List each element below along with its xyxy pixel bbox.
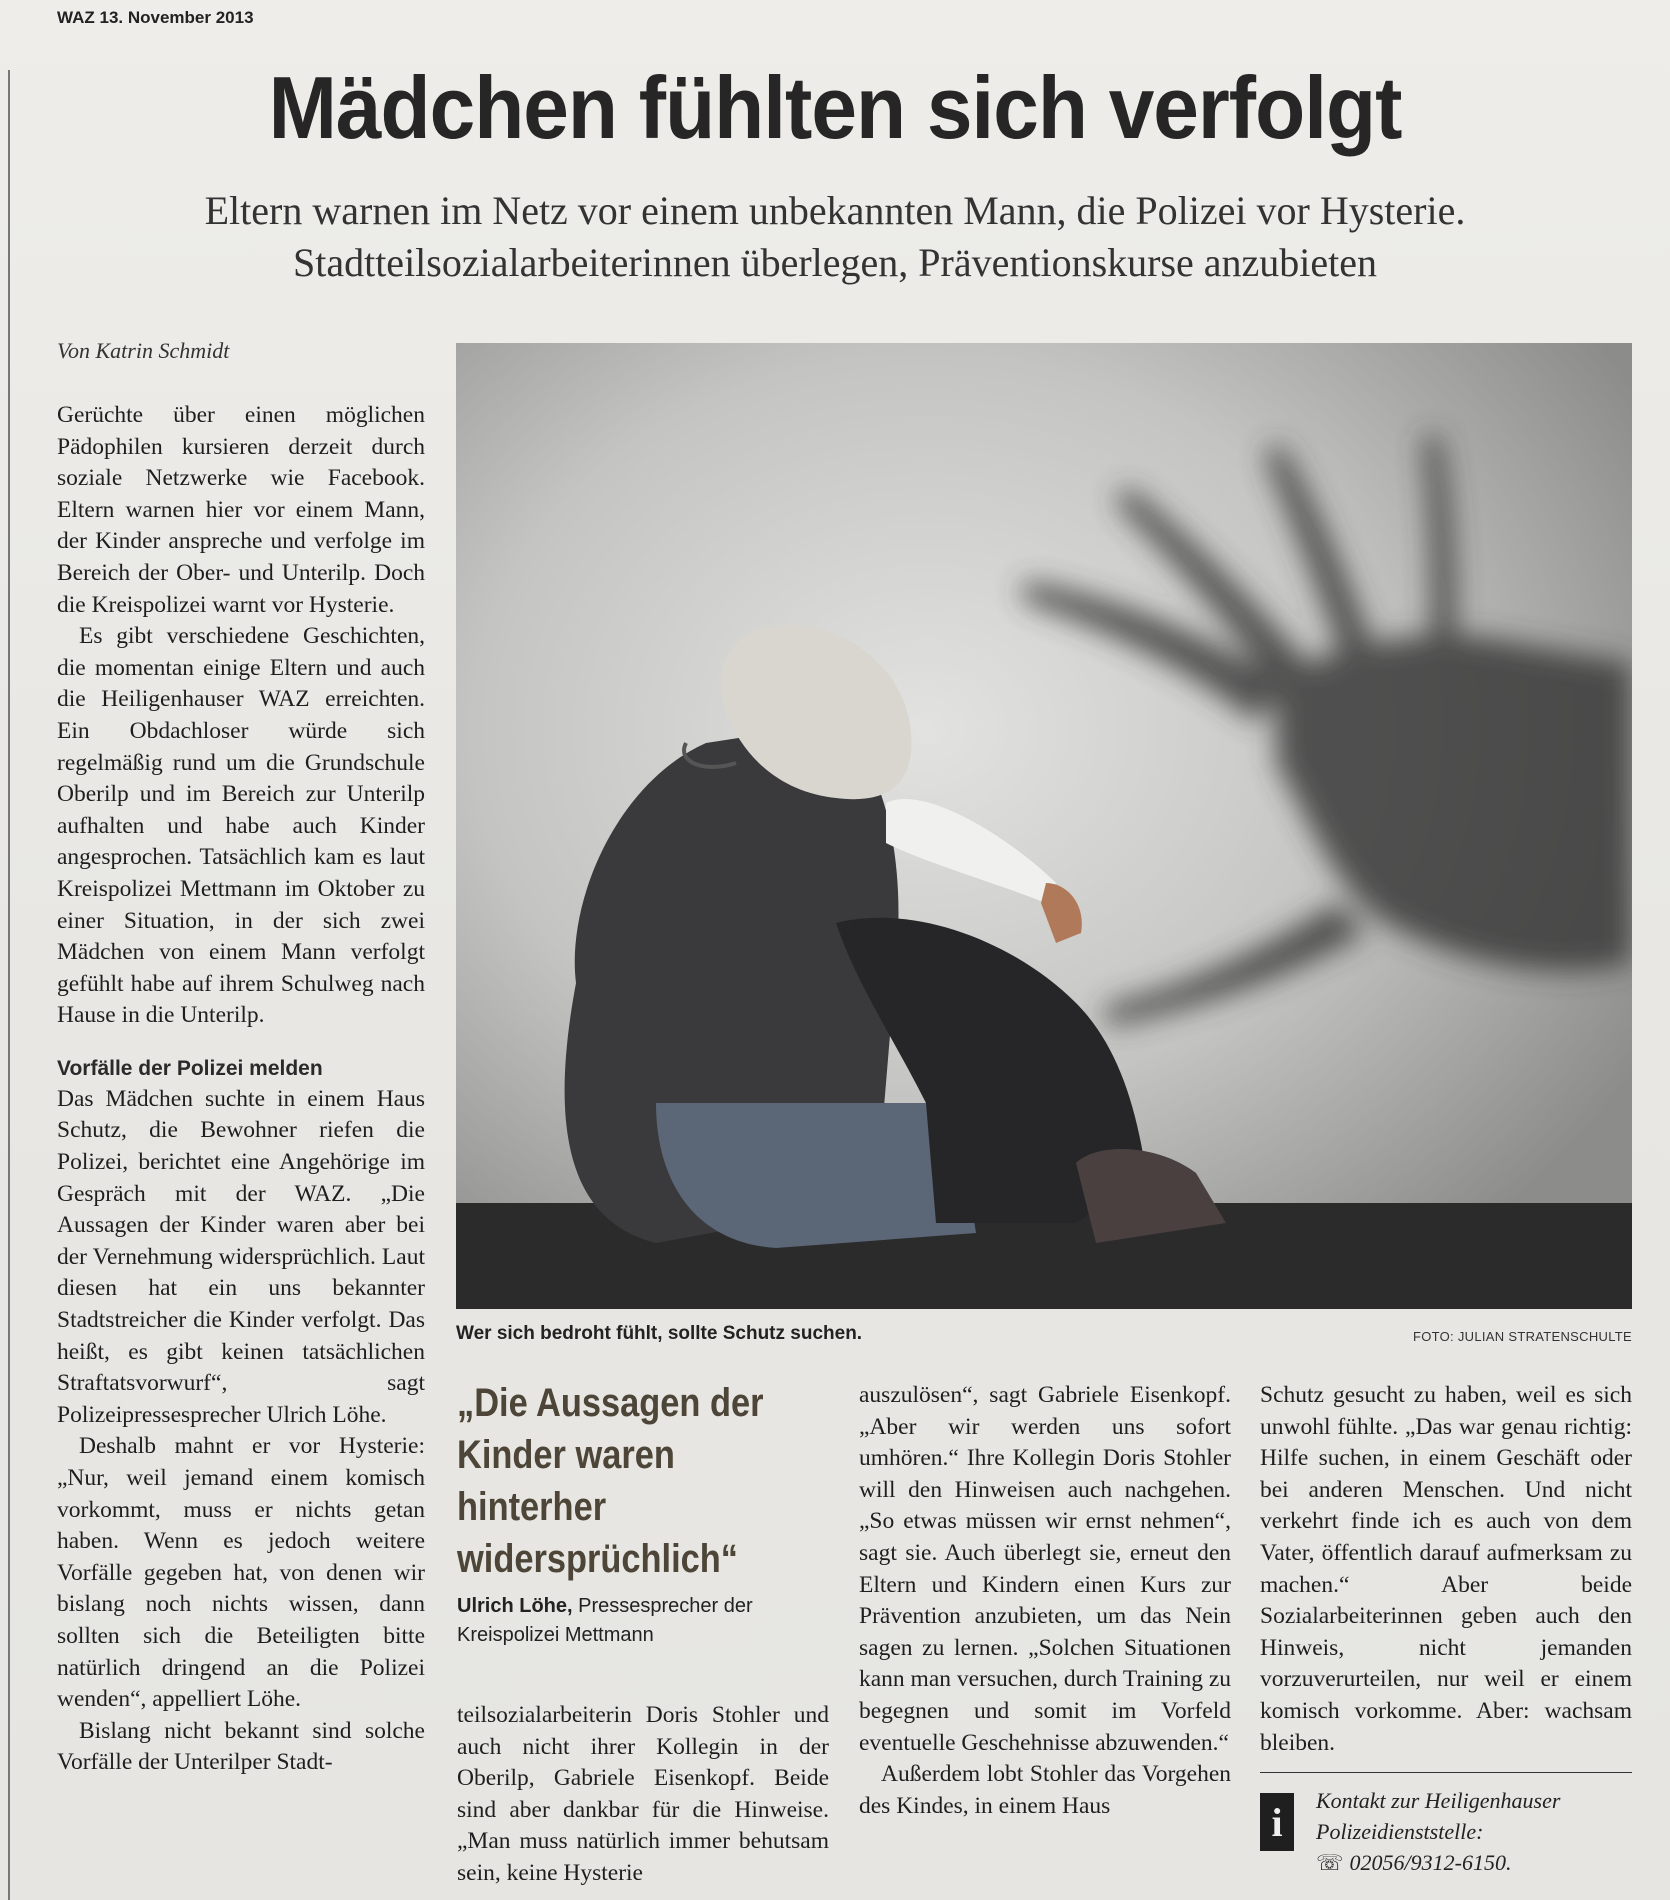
article-column-3 [859, 1380, 1231, 1822]
paragraph: Schutz gesucht zu haben, weil es sich unwohl fühlte. „Das war genau richtig: Hilfe suchen, in einem Geschäft oder bei anderen Menschen. Und nicht verkehrt finde ich es auch von dem Vater, öffentlich darauf aufmerksam zu machen.“ Aber beide Sozialarbeiterinnen geben auch den Hinweis, nicht jemanden vorzuverurteilen, nur weil er einem komisch vorkomme. Aber: wachsam bleiben. [1260, 1382, 1632, 1756]
paragraph: Bislang nicht bekannt sind solche Vorfälle der Unterilper Stadt- [57, 1717, 425, 1776]
quote-speaker-role: Pressesprecher der Kreispolizei Mettmann [457, 1595, 753, 1646]
contact-info-box [1260, 1772, 1632, 1878]
paragraph: teilsozialarbeiterin Doris Stohler und auch nicht ihrer Kollegin in der Oberilp, Gabriele Eisenkopf. Beide sind aber dankbar für die Hinweise. „Man muss natürlich immer behutsam sein, keine Hysterie [457, 1702, 829, 1886]
paragraph: auszulösen“, sagt Gabriele Eisenkopf. „Aber wir werden uns sofort umhören.“ Ihre Kollegin Doris Stohler will den Hinweisen auch nachgehen. „So etwas müssen wir ernst nehmen“, sagt sie. Auch überlegt sie, erneut den Eltern und Kindern einen Kurs zur Prävention anzubieten, um das Nein sagen zu lernen. „Solchen Situationen kann man versuchen, durch Training zu begegnen und somit im Vorfeld eventuelle Geschehnisse abzuwenden.“ [859, 1382, 1232, 1756]
contact-phone [1316, 1847, 1632, 1878]
byline: Von Katrin Schmidt [57, 338, 230, 363]
section-subtitle: Vorfälle der Polizei melden [57, 1056, 323, 1080]
article-column-2 [457, 1700, 829, 1890]
quote-speaker: Ulrich Löhe, [457, 1595, 573, 1617]
subheadline-line-1: Eltern warnen im Netz vor einem unbekannten Mann, die Polizei vor Hysterie. [204, 188, 1466, 233]
paragraph: Gerüchte über einen möglichen Pädophilen kursieren derzeit durch soziale Netzwerke wie Facebook. Eltern warnen hier vor einem Mann, der Kinder anspreche und verfolge im Bereich der Ober- und Unterilp. Doch die Kreispolizei warnt vor Hysterie. [57, 402, 425, 618]
article-column-4 [1260, 1380, 1632, 1759]
phone-number: 02056/9312-6150. [1349, 1850, 1512, 1875]
article-photo [456, 343, 1632, 1309]
photo-illustration [456, 343, 1632, 1309]
photo-credit: FOTO: JULIAN STRATENSCHULTE [1412, 1329, 1632, 1344]
dateline: WAZ 13. November 2013 [57, 8, 254, 27]
headline: Mädchen fühlten sich verfolgt [268, 59, 1402, 158]
pull-quote: „Die Aussagen der Kinder waren hinterher widersprüchlich“ [457, 1381, 764, 1581]
paragraph: Das Mädchen suchte in einem Haus Schutz, die Bewohner riefen die Polizei, berichtet eine Angehörige im Gespräch mit der WAZ. „Die Aussagen der Kinder waren aber bei der Vernehmung widersprüchlich. Laut diesen hat ein uns bekannter Stadtstreicher die Kinder verfolgt. Das heißt, es gibt keinen tatsächlichen Straftatsvorwurf“, sagt Polizeipressesprecher Ulrich Löhe. [57, 1085, 425, 1428]
pull-quote-attribution [457, 1592, 829, 1650]
contact-line-1: Kontakt zur Heiligenhauser [1316, 1788, 1561, 1813]
subheadline-line-2: Stadtteilsozialarbeiterinnen überlegen, Präventionskurse anzubieten [292, 240, 1378, 285]
contact-line-2: Polizeidienststelle: [1316, 1819, 1484, 1844]
info-icon: i [1260, 1793, 1294, 1851]
paragraph: Deshalb mahnt er vor Hysterie: „Nur, weil jemand einem komisch vorkommt, muss er nichts getan haben. Wenn es jedoch weitere Vorfälle gegeben hat, von denen wir bislang noch nichts wissen, dann sollten sich die Beteiligten bitte natürlich dringend an die Polizei wenden“, appelliert Löhe. [57, 1433, 425, 1713]
article-column-1 [57, 400, 425, 1779]
photo-caption: Wer sich bedroht fühlt, sollte Schutz suchen. [456, 1323, 863, 1344]
phone-icon: ☏ [1316, 1850, 1344, 1875]
paragraph: Außerdem lobt Stohler das Vorgehen des Kindes, in einem Haus [859, 1761, 1231, 1819]
contact-text [1316, 1785, 1632, 1878]
left-margin-rule [8, 70, 10, 1900]
subheadline [0, 185, 1670, 289]
paragraph: Es gibt verschiedene Geschichten, die momentan einige Eltern und auch die Heiligenhauser WAZ erreichten. Ein Obdachloser würde sich regelmäßig rund um die Grundschule Oberilp und im Bereich zur Unterilp aufhalten und habe auch Kinder angesprochen. Tatsächlich kam es laut Kreispolizei Mettmann im Oktober zu einer Situation, in der sich zwei Mädchen von einem Mann verfolgt gefühlt habe auf ihrem Schulweg nach Hause in die Unterilp. [57, 623, 425, 1029]
